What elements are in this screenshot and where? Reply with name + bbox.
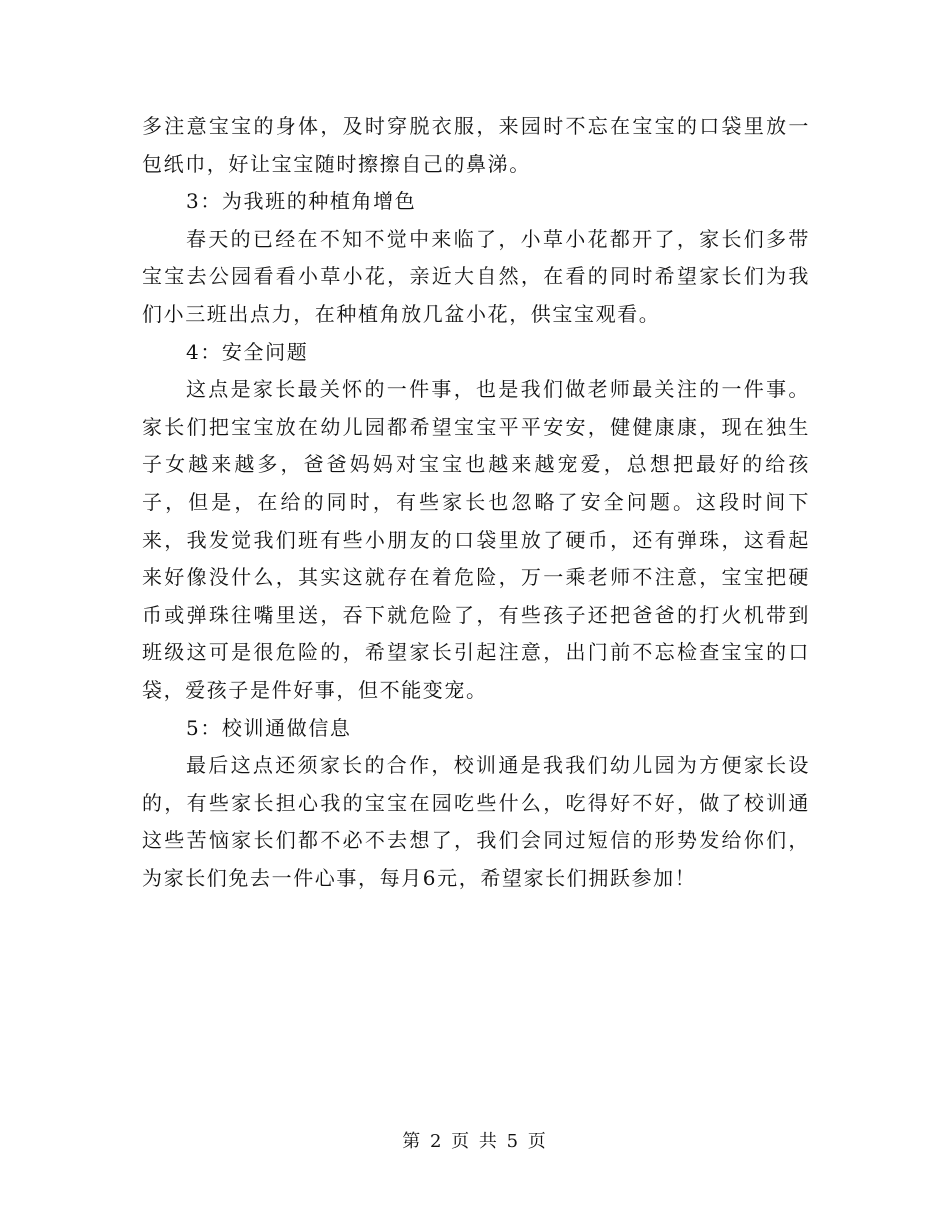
section-heading-4: 4：安全问题 [186, 339, 309, 364]
section-heading-3: 3：为我班的种植角增色 [186, 189, 417, 214]
section-heading-5: 5：校训通做信息 [186, 715, 352, 740]
paragraph-messaging-service: 最后这点还须家长的合作，校训通是我我们幼儿园为方便家长设的，有些家长担心我的宝宝在园吃些什么，吃得好不好，做了校训通这些苦恼家长们都不必不去想了，我们会同过短信的形势发给你们，为家长们免去一件心事，每月6元，希望家长们拥跃参加！ [142, 753, 810, 890]
paragraph-continuation: 多注意宝宝的身体，及时穿脱衣服，来园时不忘在宝宝的口袋里放一包纸巾，好让宝宝随时擦擦自己的鼻涕。 [142, 114, 810, 176]
paragraph-safety: 这点是家长最关怀的一件事，也是我们做老师最关注的一件事。家长们把宝宝放在幼儿园都希望宝宝平平安安，健健康康，现在独生子女越来越多，爸爸妈妈对宝宝也越来越宠爱，总想把最好的给孩子，但是，在给的同时，有些家长也忽略了安全问题。这段时间下来，我发觉我们班有些小朋友的口袋里放了硬币，还有弹珠，这看起来好像没什么，其实这就存在着危险，万一乘老师不注意，宝宝把硬币或弹珠往嘴里送，吞下就危险了，有些孩子还把爸爸的打火机带到班级这可是很危险的，希望家长引起注意，出门前不忘检查宝宝的口袋，爱孩子是件好事，但不能变宠。 [142, 377, 810, 702]
paragraph-planting-corner: 春天的已经在不知不觉中来临了，小草小花都开了，家长们多带宝宝去公园看看小草小花，亲近大自然，在看的同时希望家长们为我们小三班出点力，在种植角放几盆小花，供宝宝观看。 [142, 226, 810, 326]
page-number-footer: 第 2 页 共 5 页 [402, 1131, 548, 1152]
document-body [142, 108, 810, 897]
